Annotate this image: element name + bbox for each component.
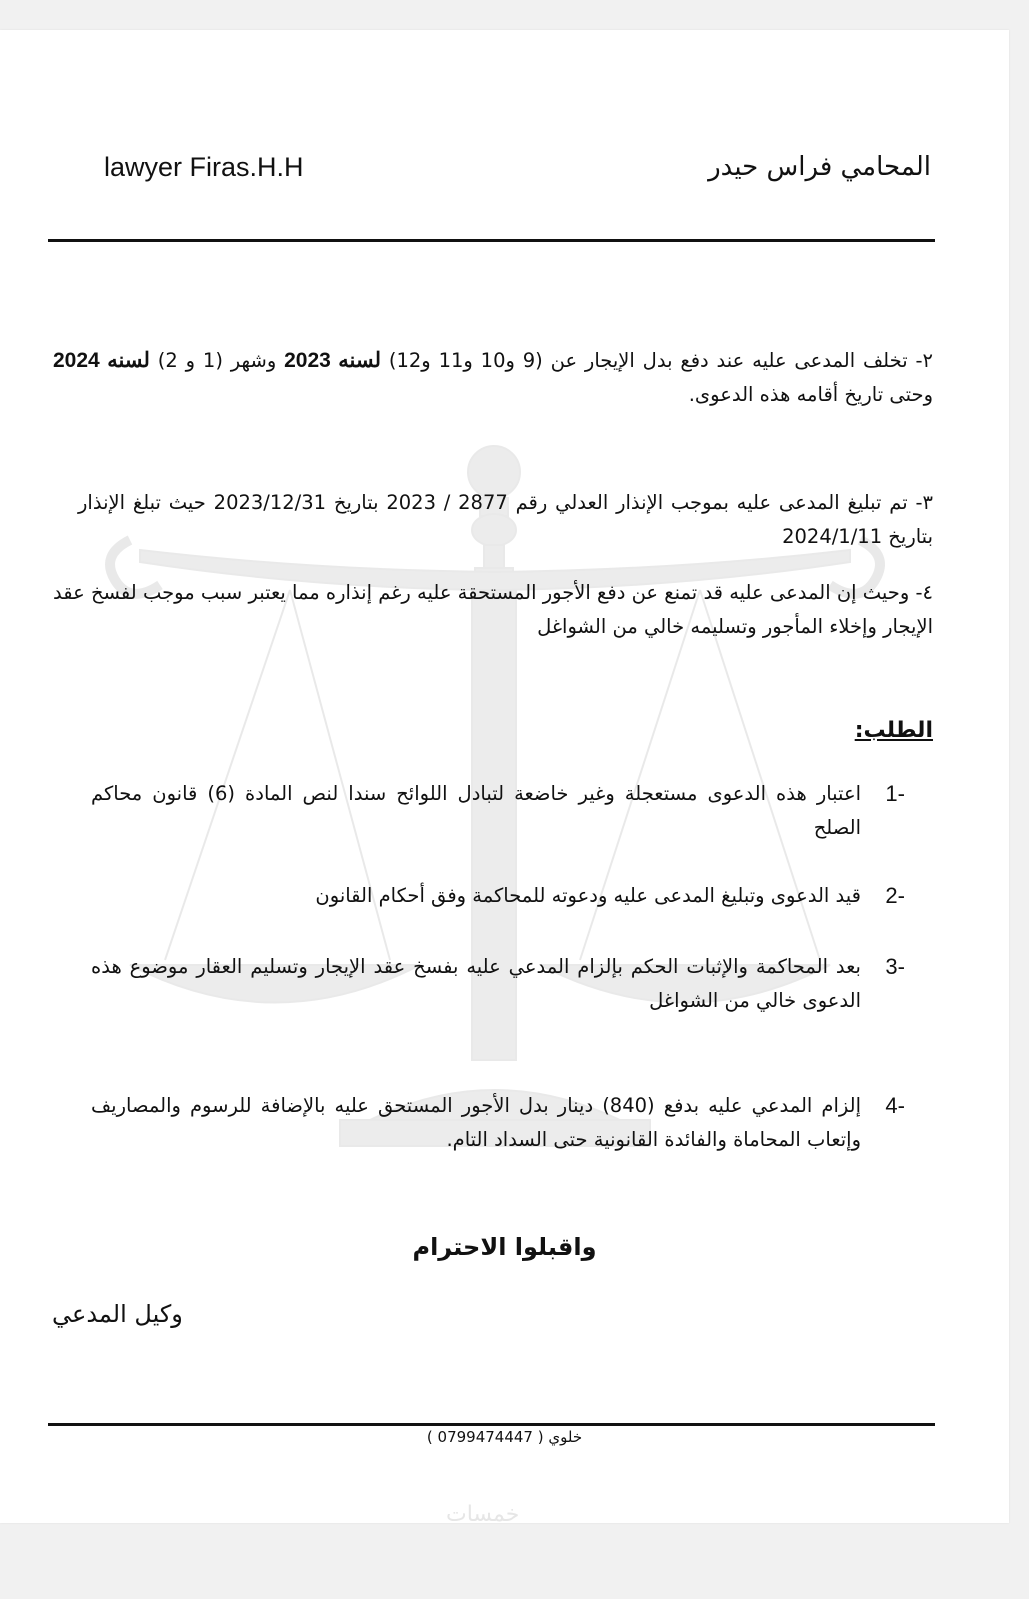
request-heading: الطلب:: [854, 718, 933, 743]
request-item-text: بعد المحاكمة والإثبات الحكم بإلزام المدعي عليه بفسخ عقد الإيجار وتسليم العقار موضوع هذه الدعوى خالي من الشواغل: [91, 955, 861, 1012]
footer-divider: [48, 1423, 935, 1426]
clause-2-text-c: وشهر (1 و 2): [149, 349, 285, 372]
clause-2-year-2023: لسنه 2023: [284, 349, 382, 372]
request-item-marker: -3: [885, 954, 905, 979]
request-item-text: اعتبار هذه الدعوى مستعجلة وغير خاضعة لتبادل اللوائح سندا لنص المادة (6) قانون محاكم الصلح: [91, 782, 861, 839]
clause-4-paragraph: ٤- وحيث إن المدعى عليه قد تمنع عن دفع الأجور المستحقة عليه رغم إنذاره مما يعتبر سبب موجب لفسخ عقد الإيجار وإخلاء المأجور وتسليمه خالي من الشواغل: [53, 581, 933, 638]
clause-2-paragraph: [53, 344, 933, 412]
request-item-text: قيد الدعوى وتبليغ المدعى عليه ودعوته للمحاكمة وفق أحكام القانون: [315, 884, 861, 907]
request-item-marker: -4: [885, 1093, 905, 1118]
clause-3-paragraph: ٣- تم تبليغ المدعى عليه بموجب الإنذار العدلي رقم 2877 / 2023 بتاريخ 2023/12/31 حيث تبلغ الإنذار بتاريخ 2024/1/11: [78, 491, 933, 548]
request-item-marker: -1: [885, 781, 905, 806]
signature-agent: وكيل المدعي: [52, 1300, 183, 1328]
clause-2-text-a: ٢- تخلف المدعى عليه عند دفع بدل الإيجار عن (9 و10 و11 و12): [381, 349, 934, 372]
clause-2-text-e: وحتى تاريخ أقامه هذه الدعوى.: [688, 383, 933, 406]
document-page: [0, 30, 1009, 1523]
closing-salutation: واقبلوا الاحترام: [412, 1233, 597, 1261]
footer-phone: خلوي ( 0799474447 ): [426, 1428, 583, 1446]
header-divider: [48, 239, 935, 242]
brand-watermark-text: خمسات: [446, 1502, 520, 1527]
clause-2-year-2024: لسنه 2024: [53, 349, 150, 372]
lawyer-arabic-name: المحامي فراس حيدر: [708, 152, 931, 182]
request-item-text: إلزام المدعي عليه بدفع (840) دينار بدل الأجور المستحق عليه بالإضافة للرسوم والمصاريف وإتعاب المحاماة والفائدة القانونية حتى السداد التام.: [91, 1094, 861, 1151]
request-item-marker: -2: [885, 883, 905, 908]
lawyer-latin-name: lawyer Firas.H.H: [104, 152, 304, 182]
